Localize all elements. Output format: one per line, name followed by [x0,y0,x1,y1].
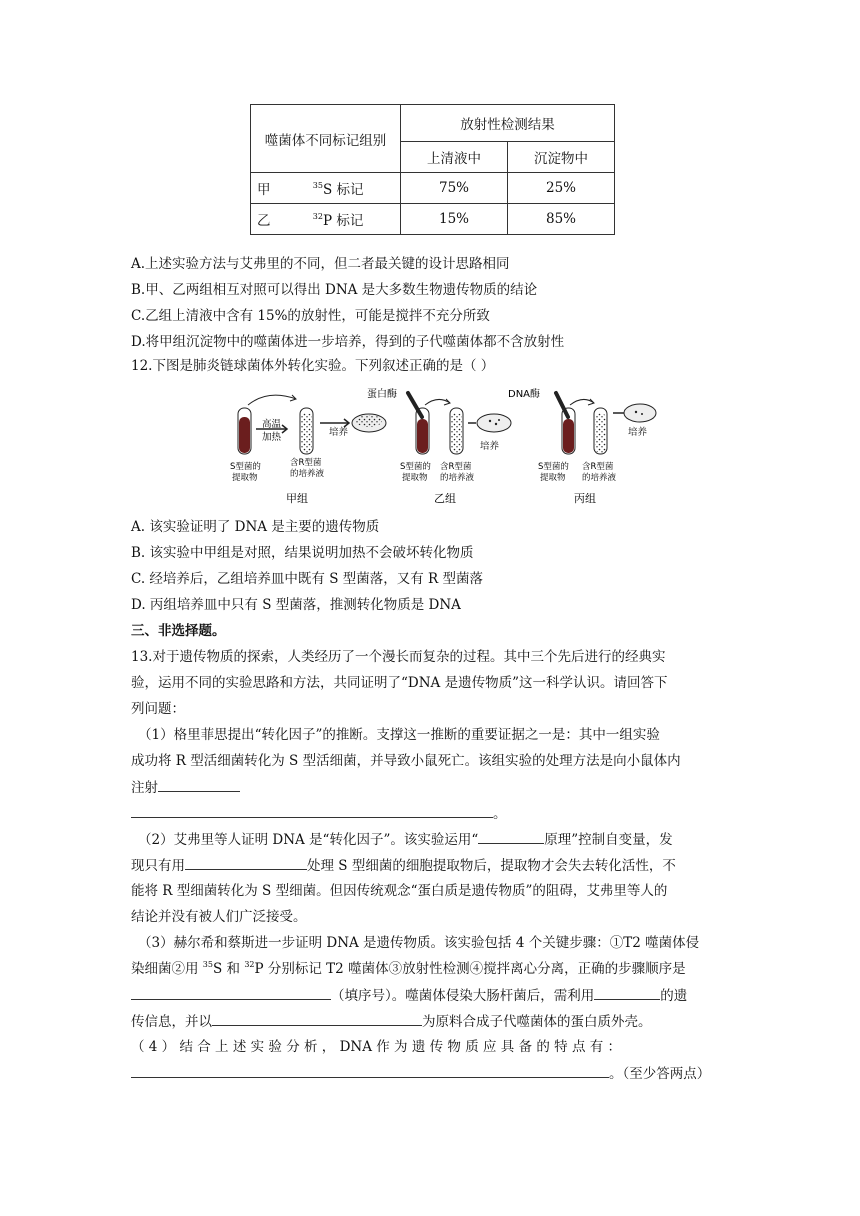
text-fragment: 。（至少答两点） [609,1066,711,1082]
q13-part4-line: （ 4 ） 结 合 上 述 实 验 分 析 ， DNA 作 为 遗 传 物 质 应 具 备 的 特 点 有 ： [131,1039,622,1055]
s-extract-label: 提取物 [232,473,258,483]
q11-option-d: D.将甲组沉淀物中的噬菌体进一步培养，得到的子代噬菌体都不含放射性 [131,334,565,350]
text-fragment: S 和 [212,961,245,977]
dnase-label: DNA酶 [508,389,541,400]
table-cell-group [251,204,401,235]
text-fragment: 传信息，并以 [131,1014,212,1030]
q13-part1-line [131,803,507,824]
text-fragment: 的遗 [660,988,688,1004]
group-b-diagram [367,387,511,505]
q12-option-a: A. 该实验证明了 DNA 是主要的遗传物质 [131,519,380,535]
table-header-result: 放射性检测结果 [401,105,615,142]
text-fragment: P 分别标记 T2 噬菌体③放射性检测④搅拌离心分离，正确的步骤顺序是 [254,961,686,977]
q13-intro-line: 验，运用不同的实验思路和方法，共同证明了“DNA 是遗传物质”这一科学认识。请回答下 [131,675,668,691]
r-medium-label: 的培养液 [440,473,475,483]
table-row [251,204,615,235]
s-extract-label: 提取物 [540,473,566,483]
q13-part3-line: （3）赫尔希和蔡斯进一步证明 DNA 是遗传物质。该实验包括 4 个关键步骤：①T2 噬菌体侵 [138,935,700,951]
q11-option-c: C.乙组上清液中含有 15%的放射性，可能是搅拌不充分所致 [131,308,490,324]
isotope-number: 35 [312,181,323,190]
q13-part1-line: （1）格里菲思提出“转化因子”的推断。支撑这一推断的重要证据之一是：其中一组实验 [138,727,660,743]
group-c-label: 丙组 [574,492,596,505]
section-heading: 三、非选择题。 [131,623,226,639]
q11-option-b: B.甲、乙两组相互对照可以得出 DNA 是大多数生物遗传物质的结论 [131,282,538,298]
table-header-supernatant: 上清液中 [401,142,508,173]
isotope-number: 35 [202,960,213,969]
table-cell-supernatant: 75% [401,173,508,204]
r-medium-label: 含R型菌 [290,458,322,468]
q13-part4-line [131,1063,710,1084]
r-medium-label: 的培养液 [582,473,617,483]
label-text: S 标记 [322,182,364,198]
text-fragment: 现只有用 [131,858,185,874]
text-fragment: 为原料合成子代噬菌体的蛋白质外壳。 [422,1014,652,1030]
q13-part3-line [131,985,687,1006]
table-cell-supernatant: 15% [401,204,508,235]
q13-intro-line: 列问题： [131,701,185,717]
group-a-label: 甲组 [286,492,308,505]
text-fragment: 处理 S 型细菌的细胞提取物后，提取物才会失去转化活性，不 [307,858,676,874]
isotope-number: 32 [312,212,323,221]
q13-part2-line: 结论并没有被人们广泛接受。 [131,909,307,925]
s-extract-label: S型菌的 [538,462,569,472]
q13-part2-line [138,829,673,850]
answer-blank[interactable] [594,985,660,1000]
q12-option-c: C. 经培养后，乙组培养皿中既有 S 型菌落，又有 R 型菌落 [131,571,484,587]
q12-option-d: D. 丙组培养皿中只有 S 型菌落，推测转化物质是 DNA [131,597,461,613]
answer-blank[interactable] [131,985,331,1000]
r-medium-label: 含R型菌 [440,462,472,472]
group-c-diagram [508,387,656,505]
group-name: 甲 [257,182,271,198]
text-fragment: 。 [493,806,507,822]
answer-blank[interactable] [158,777,240,792]
culture-label: 培养 [329,427,349,438]
culture-label: 培养 [628,427,648,438]
table-cell-group [251,173,401,204]
table-header-sediment: 沉淀物中 [508,142,615,173]
q11-option-a: A.上述实验方法与艾弗里的不同，但二者最关键的设计思路相同 [131,256,510,272]
q13-intro-line: 13.对于遗传物质的探索，人类经历了一个漫长而复杂的过程。其中三个先后进行的经典实 [131,649,666,665]
text-fragment: 染细菌②用 [131,961,203,977]
heat-label-bottom: 加热 [262,432,282,443]
isotope-number: 32 [244,960,255,969]
s-extract-label: 提取物 [402,473,428,483]
text-fragment: （2）艾弗里等人证明 DNA 是“转化因子”。该实验运用“ [138,832,479,848]
group-b-label: 乙组 [434,492,456,505]
q13-part3-line [131,1011,652,1032]
transformation-experiment-figure [228,383,668,513]
q13-part1-line [131,777,240,798]
r-medium-label: 的培养液 [290,469,325,479]
group-name: 乙 [257,213,271,229]
table-row [251,173,615,204]
radioactivity-table [250,104,615,235]
answer-blank[interactable] [185,855,307,870]
text-fragment: 注射 [131,780,158,796]
group-a-diagram [230,395,386,505]
s-extract-label: S型菌的 [400,462,431,472]
label-text: P 标记 [322,213,364,229]
protease-label: 蛋白酶 [367,389,397,400]
answer-blank[interactable] [212,1011,422,1026]
heat-label-top: 高温 [262,419,282,430]
q12-stem: 12.下图是肺炎链球菌体外转化实验。下列叙述正确的是（ ） [131,358,495,374]
text-fragment: 原理”控制自变量，发 [544,832,673,848]
table-cell-sediment: 25% [508,173,615,204]
q13-part3-line [131,959,686,979]
q13-part1-line: 成功将 R 型活细菌转化为 S 型活细菌，并导致小鼠死亡。该组实验的处理方法是向小鼠体内 [131,753,681,769]
q13-part2-line: 能将 R 型细菌转化为 S 型细菌。但因传统观念“蛋白质是遗传物质”的阻碍，艾弗里等人的 [131,883,668,899]
q13-part2-line [131,855,676,876]
table-cell-sediment: 85% [508,204,615,235]
q12-option-b: B. 该实验中甲组是对照，结果说明加热不会破坏转化物质 [131,545,474,561]
r-medium-label: 含R型菌 [582,462,614,472]
answer-blank[interactable] [131,1063,609,1078]
culture-label: 培养 [480,441,500,452]
answer-blank[interactable] [478,829,544,844]
answer-blank[interactable] [131,803,493,818]
text-fragment: （填序号）。噬菌体侵染大肠杆菌后，需利用 [331,988,595,1004]
s-extract-label: S型菌的 [230,462,261,472]
table-header-group: 噬菌体不同标记组别 [251,105,401,173]
